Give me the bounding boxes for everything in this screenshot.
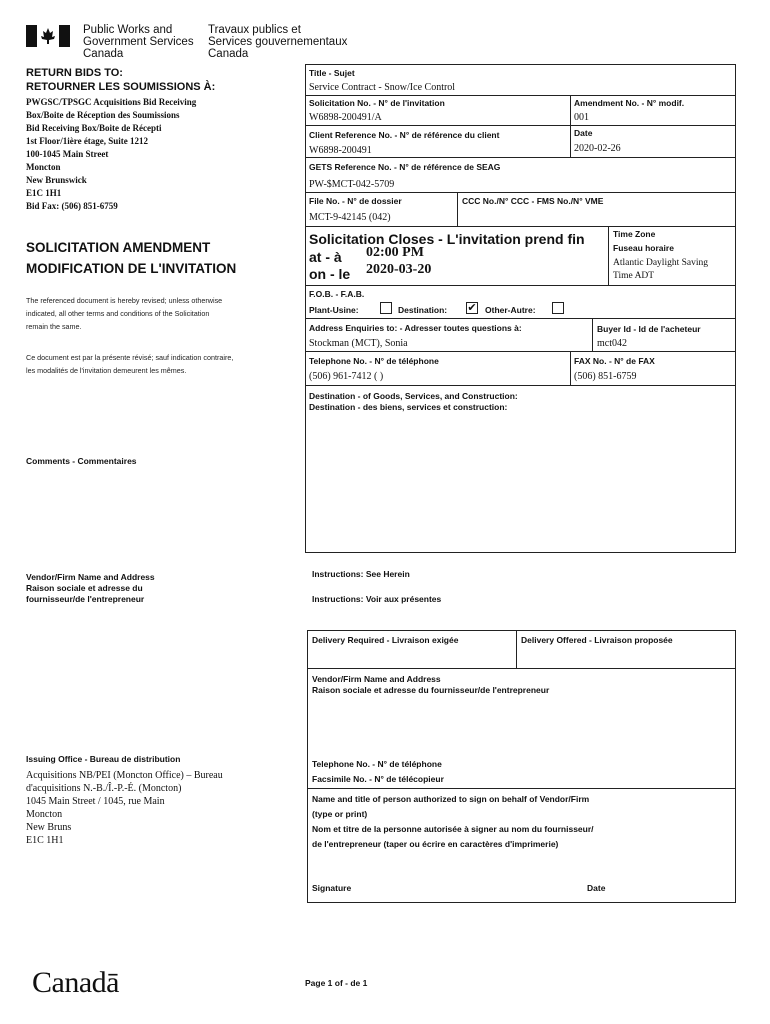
amendment-note-en: The referenced document is hereby revised; unless otherwise indicated, all other terms and conditions of the Solicitation remain the same.	[26, 296, 223, 331]
signature-label: Signature	[312, 883, 352, 893]
title-label: Title - Sujet	[309, 68, 355, 78]
destination-check-label: Destination:	[398, 305, 448, 315]
gets-ref-value: PW-$MCT-042-5709	[309, 179, 395, 190]
closes-on-label: on - le	[309, 266, 351, 282]
dept-name-en: Public Works and Government Services Canada	[83, 24, 194, 60]
canada-wordmark: Canadā	[32, 966, 119, 999]
authorized-person-label: Name and title of person authorized to sign on behalf of Vendor/Firm (type or print) Nom et titre de la personne autorisée à signer au nom du fournisseur/ de l'entrepreneur (taper ou écrire en caractères d'imprimerie)	[312, 794, 594, 849]
gets-ref-label: GETS Reference No. - N° de référence de SEAG	[309, 162, 501, 172]
fax-label: FAX No. - N° de FAX	[574, 356, 655, 366]
page-number: Page 1 of - de 1	[305, 978, 368, 988]
other-label: Other-Autre:	[485, 305, 536, 315]
telephone-value: (506) 961-7412 ( )	[309, 371, 384, 382]
vendor-telephone-label: Telephone No. - N° de téléphone	[312, 759, 442, 769]
closes-at-value: 02:00 PM	[366, 245, 424, 260]
dept-name-fr: Travaux publics et Services gouvernementaux Canada	[208, 24, 348, 60]
fax-value: (506) 851-6759	[574, 371, 637, 382]
title-value: Service Contract - Snow/Ice Control	[309, 82, 456, 93]
amendment-note-fr: Ce document est par la présente révisé; sauf indication contraire, les modalités de l'invitation demeurent les mêmes.	[26, 353, 234, 375]
closes-at-label: at - à	[309, 249, 342, 265]
time-zone-value: Atlantic Daylight Saving Time ADT	[613, 258, 708, 281]
client-ref-label: Client Reference No. - N° de référence du client	[309, 130, 500, 140]
instructions-fr: Instructions: Voir aux présentes	[312, 594, 442, 604]
issuing-office-label: Issuing Office - Bureau de distribution	[26, 754, 181, 764]
delivery-offered-label: Delivery Offered - Livraison proposée	[521, 635, 673, 645]
date-value: 2020-02-26	[574, 143, 621, 154]
return-bids-address: PWGSC/TPSGC Acquisitions Bid Receiving Box/Boite de Réception des Soumissions Bid Receiving Box/Boite de Récepti 1st Floor/1ière étage, Suite 1212 100-1045 Main Street Moncton New Brunswick E1C 1H1 Bid Fax: (506) 851-6759	[26, 97, 197, 211]
solicitation-no-label: Solicitation No. - N° de l'invitation	[309, 98, 445, 108]
amendment-no-label: Amendment No. - N° modif.	[574, 98, 685, 108]
instructions-en: Instructions: See Herein	[312, 569, 410, 579]
issuing-office-address: Acquisitions NB/PEI (Moncton Office) – Bureau d'acquisitions N.-B./Î.-P.-É. (Moncton) 1045 Main Street / 1045, rue Main Moncton New Bruns E1C 1H1	[26, 770, 223, 846]
solicitation-no-value: W6898-200491/A	[309, 112, 382, 123]
canada-flag-icon	[26, 25, 70, 47]
signature-date-label: Date	[587, 883, 606, 893]
amendment-no-value: 001	[574, 112, 589, 123]
return-bids-title: RETURN BIDS TO: RETOURNER LES SOUMISSIONS À:	[26, 67, 216, 93]
delivery-required-label: Delivery Required - Livraison exigée	[312, 635, 459, 645]
vendor-name-label: Vendor/Firm Name and Address Raison sociale et adresse du fournisseur/de l'entrepreneur	[312, 674, 550, 695]
date-label: Date	[574, 128, 593, 138]
vendor-facsimile-label: Facsimile No. - N° de télécopieur	[312, 774, 444, 784]
destination-checkbox[interactable]: ✔	[467, 302, 477, 314]
address-enquiries-value: Stockman (MCT), Sonia	[309, 338, 408, 349]
destination-goods-label: Destination - of Goods, Services, and Construction: Destination - des biens, services et construction:	[309, 391, 518, 412]
telephone-label: Telephone No. - N° de téléphone	[309, 356, 439, 366]
plant-checkbox[interactable]	[380, 302, 392, 314]
file-no-label: File No. - N° de dossier	[309, 196, 402, 206]
closes-label: Solicitation Closes - L'invitation prend fin	[309, 231, 585, 247]
fob-label: F.O.B. - F.A.B.	[309, 289, 365, 299]
plant-label: Plant-Usine:	[309, 305, 359, 315]
file-no-value: MCT-9-42145 (042)	[309, 212, 391, 223]
buyer-id-label: Buyer Id - Id de l'acheteur	[597, 324, 701, 334]
vendor-left-label: Vendor/Firm Name and Address Raison sociale et adresse du fournisseur/de l'entrepreneur	[26, 572, 155, 604]
other-checkbox[interactable]	[552, 302, 564, 314]
ccc-no-label: CCC No./N° CCC - FMS No./N° VME	[462, 196, 604, 206]
time-zone-label-fr: Fuseau horaire	[613, 243, 674, 253]
time-zone-label-en: Time Zone	[613, 229, 656, 239]
comments-label: Comments - Commentaires	[26, 456, 137, 466]
client-ref-value: W6898-200491	[309, 145, 372, 156]
address-enquiries-label: Address Enquiries to: - Adresser toutes questions à:	[309, 323, 522, 333]
closes-on-value: 2020-03-20	[366, 262, 432, 277]
buyer-id-value: mct042	[597, 338, 627, 349]
amendment-title: SOLICITATION AMENDMENT MODIFICATION DE L'INVITATION	[26, 240, 237, 276]
